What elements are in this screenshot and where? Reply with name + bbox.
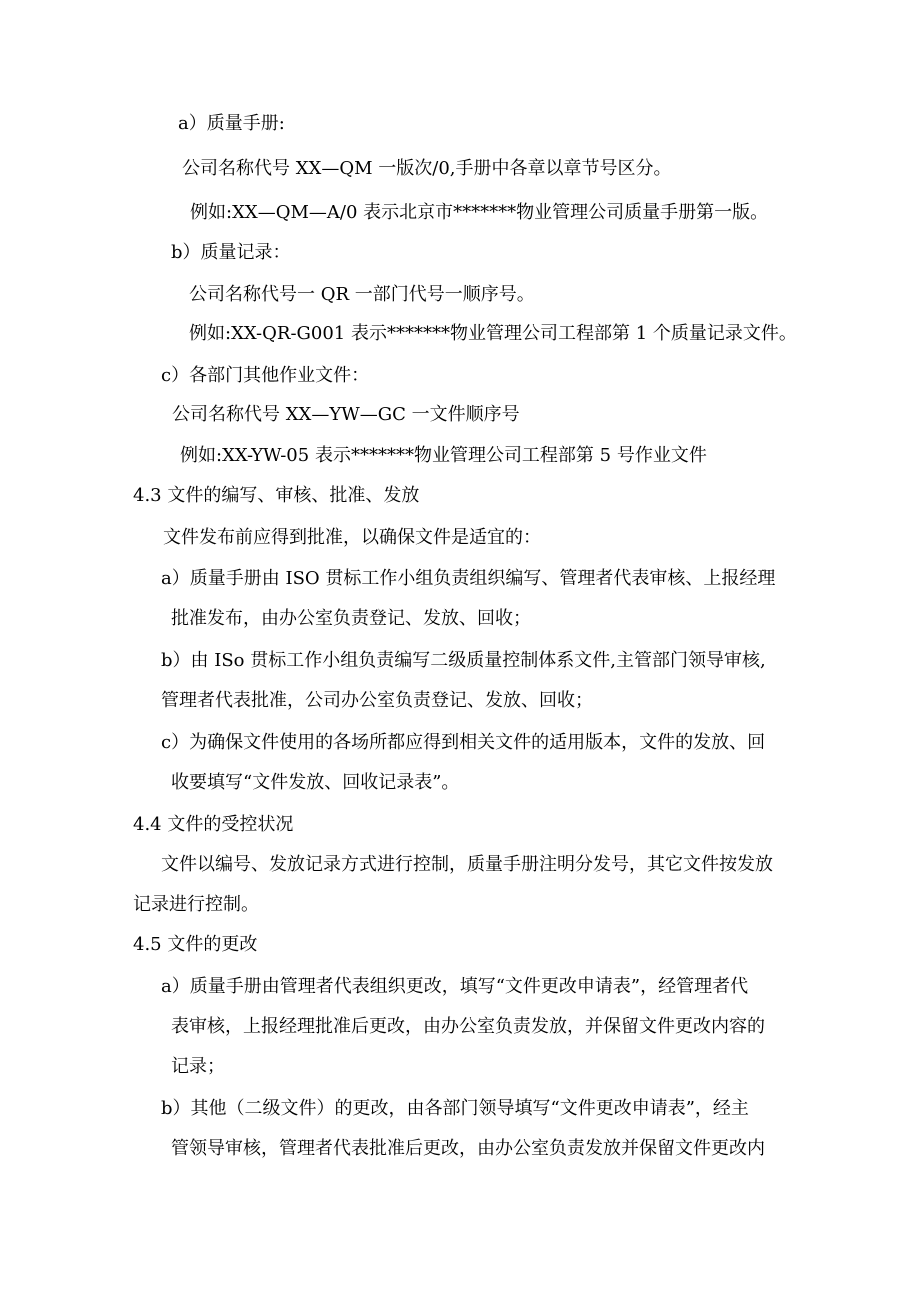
section-4-5-a-line-3: 记录； [171,1056,225,1077]
c-line-1: 公司名称代号 XX—YW—GC 一文件顺序号 [172,404,520,425]
c-title: c）各部门其他作业文件： [161,365,370,386]
a-line-2: 例如:XX—QM—A/0 表示北京市*******物业管理公司质量手册第一版。 [190,202,769,223]
section-4-4-heading: 4.4 文件的受控状况 [133,814,294,835]
section-4-3-intro: 文件发布前应得到批准，以确保文件是适宜的： [163,527,541,548]
a-line-1: 公司名称代号 XX—QM 一版次/0,手册中各章以章节号区分。 [182,158,672,179]
section-4-3-b-line-1: b）由 ISo 贯标工作小组负责编写二级质量控制体系文件,主管部门领导审核, [161,650,766,671]
section-4-3-a-line-2: 批准发布，由办公室负责登记、发放、回收； [171,608,531,629]
section-4-5-heading: 4.5 文件的更改 [133,934,258,955]
section-4-3-b-line-2: 管理者代表批准，公司办公室负责登记、发放、回收； [161,690,593,711]
section-4-3-c-line-2: 收要填写“文件发放、回收记录表”。 [171,772,460,793]
a-title: a）质量手册: [178,113,285,134]
section-4-5-a-line-1: a）质量手册由管理者代表组织更改，填写“文件更改申请表”，经管理者代 [161,976,749,997]
b-line-1: 公司名称代号一 QR 一部门代号一顺序号。 [189,284,535,305]
b-title: b）质量记录： [171,242,291,263]
section-4-3-heading: 4.3 文件的编写、审核、批准、发放 [133,485,420,506]
section-4-3-c-line-1: c）为确保文件使用的各场所都应得到相关文件的适用版本，文件的发放、回 [161,732,766,753]
section-4-5-b-line-2: 管领导审核，管理者代表批准后更改，由办公室负责发放并保留文件更改内 [171,1138,765,1159]
section-4-4-para-line-1: 文件以编号、发放记录方式进行控制，质量手册注明分发号，其它文件按发放 [161,854,773,875]
c-line-2: 例如:XX-YW-05 表示*******物业管理公司工程部第 5 号作业文件 [180,445,707,466]
section-4-4-para-line-2: 记录进行控制。 [133,894,259,915]
section-4-3-a-line-1: a）质量手册由 ISO 贯标工作小组负责组织编写、管理者代表审核、上报经理 [161,568,776,589]
section-4-5-b-line-1: b）其他（二级文件）的更改，由各部门领导填写“文件更改申请表”，经主 [161,1098,749,1119]
section-4-5-a-line-2: 表审核，上报经理批准后更改，由办公室负责发放，并保留文件更改内容的 [171,1016,765,1037]
b-line-2: 例如:XX-QR-G001 表示*******物业管理公司工程部第 1 个质量记录文件。 [189,323,797,344]
